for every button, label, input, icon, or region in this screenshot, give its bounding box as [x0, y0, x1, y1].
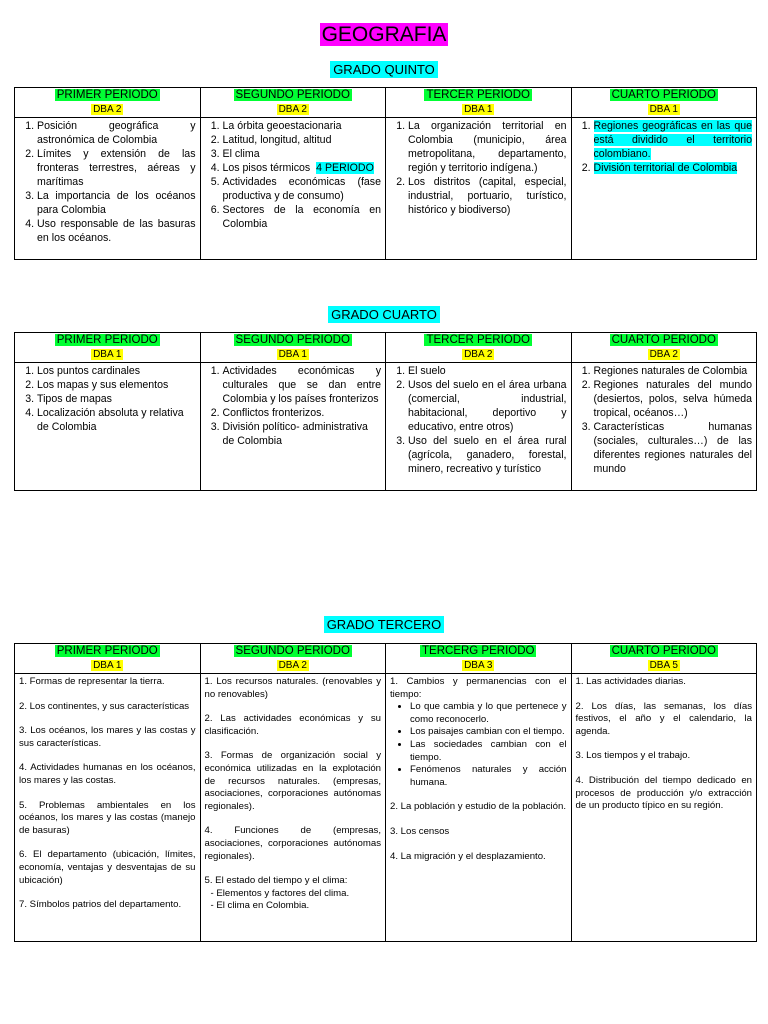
list-item: 2. La población y estudio de la población.	[390, 801, 567, 813]
list-item: 2. Usos del suelo en el área urbana (comercial, industrial, habitacional, deportivo y educativo, entre otros)	[408, 378, 567, 434]
list-item: 1. El suelo	[408, 364, 567, 378]
period-content	[15, 118, 201, 260]
list-item: 2. Los mapas y sus elementos	[37, 378, 196, 392]
bullet-item: • Lo que cambia y lo que pertenece y como reconocerlo.	[410, 701, 567, 726]
list-item: 3. Los censos	[390, 825, 450, 837]
list-item: 2. División territorial de Colombia	[594, 161, 753, 175]
list-item: 4. La migración y el desplazamiento.	[390, 850, 546, 862]
period-content	[200, 674, 386, 942]
list-item: 1. Cambios y permanencias con el tiempo:	[390, 676, 567, 700]
grade-title-cuarto: GRADO CUARTO	[0, 307, 768, 322]
sub-item: - El clima en Colombia.	[210, 900, 310, 912]
list-item: 3. Los océanos, los mares y las costas y sus características.	[19, 725, 196, 749]
table-grado-quinto	[14, 87, 757, 260]
list-item: 4. Uso responsable de las basuras en los océanos.	[37, 217, 196, 245]
period-header: PRIMER PERIODO DBA 2	[15, 88, 201, 118]
list-item: 4. Funciones de (empresas, asociaciones, corporaciones autónomas regionales).	[204, 825, 381, 862]
list-item: 5. Actividades económicas (fase productiva y de consumo)	[223, 175, 382, 203]
list-item: 5. Problemas ambientales en los océanos, los mares y las costas (manejo de basuras)	[19, 799, 196, 836]
list-item: 2. Las actividades económicas y su clasificación.	[204, 713, 381, 737]
list-item: 3. La importancia de los océanos para Colombia	[37, 189, 196, 217]
period-content	[386, 118, 572, 260]
list-item: 3. El clima	[223, 147, 382, 161]
period-header: PRIMER PERIODO DBA 1	[15, 333, 201, 363]
list-item: 1. Actividades económicas y culturales que se dan entre Colombia y los países fronterizos	[223, 364, 382, 406]
table-grado-cuarto	[14, 332, 757, 491]
period-header: TERCER PERIODO DBA 2	[386, 333, 572, 363]
list-item: 2. Los distritos (capital, especial, industrial, portuario, turístico, histórico y biodiverso)	[408, 175, 567, 217]
sub-item: - Elementos y factores del clima.	[210, 887, 350, 899]
period-content	[571, 674, 757, 942]
list-item: 3. Los tiempos y el trabajo.	[575, 750, 691, 762]
grade-title-tercero: GRADO TERCERO	[0, 617, 768, 632]
period-header: TERCER PERIODO DBA 1	[386, 88, 572, 118]
list-item: 2. Latitud, longitud, altitud	[223, 133, 382, 147]
period-content	[386, 363, 572, 491]
list-item: 4. Actividades humanas en los océanos, los mares y las costas.	[19, 762, 196, 786]
list-item: 2. Regiones naturales del mundo (desiertos, polos, selva húmeda tropical, océanos…)	[594, 378, 753, 420]
list-item: 1. Regiones naturales de Colombia	[594, 364, 753, 378]
list-item: 3. Tipos de mapas	[37, 392, 196, 406]
list-item: 1. Formas de representar la tierra.	[19, 676, 165, 687]
bullet-item: • Los paisajes cambian con el tiempo.	[410, 726, 567, 739]
list-item: 1. La órbita geoestacionaria	[223, 119, 382, 133]
period-content	[15, 674, 201, 942]
list-item: 1. La organización territorial en Colombia (municipio, área metropolitana, departamento, región y territorio indígena.)	[408, 119, 567, 175]
list-item: 1. Posición geográfica y astronómica de Colombia	[37, 119, 196, 147]
list-item: 3. Formas de organización social y económica utilizadas en la explotación de recursos naturales. (empresas, asociaciones, corporaciones autónomas regionales).	[204, 750, 381, 812]
list-item: 4. Los pisos térmicos 4 PERIODO	[223, 161, 382, 175]
period-tag: 4 PERIODO	[316, 162, 374, 174]
period-content	[15, 363, 201, 491]
period-header: TERCERG PERIODO DBA 3	[386, 644, 572, 674]
list-item: 3. Uso del suelo en el área rural (agrícola, ganadero, forestal, minero, recreativo y turístico	[408, 434, 567, 476]
table-grado-tercero	[14, 643, 757, 942]
period-header: SEGUNDO PERIODO DBA 2	[200, 644, 386, 674]
period-header: SEGUNDO PERIODO DBA 2	[200, 88, 386, 118]
list-item: 1. Los puntos cardinales	[37, 364, 196, 378]
period-header: CUARTO PERIODO DBA 5	[571, 644, 757, 674]
period-content	[571, 363, 757, 491]
list-item: 1. Las actividades diarias.	[575, 676, 686, 687]
list-item: 2. Límites y extensión de las fronteras terrestres, aéreas y marítimas	[37, 147, 196, 189]
period-content	[386, 674, 572, 942]
list-item: 3. División político- administrativa de Colombia	[223, 420, 382, 448]
period-content	[571, 118, 757, 260]
period-content	[200, 363, 386, 491]
list-item: 4. Distribución del tiempo dedicado en procesos de producción y/o extracción de un producto típico en su región.	[575, 774, 752, 812]
list-item: 1. Regiones geográficas en las que está dividido el territorio colombiano.	[594, 119, 753, 161]
list-item: 4. Localización absoluta y relativa de Colombia	[37, 406, 196, 434]
list-item: 2. Los días, las semanas, los días festivos, el año y el calendario, la agenda.	[575, 700, 752, 737]
list-item: 1. Los recursos naturales. (renovables y no renovables)	[204, 676, 381, 700]
list-item: 6. El departamento (ubicación, límites, economía, ventajas y desventajas de su ubicación)	[19, 849, 196, 886]
period-header: CUARTO PERIODO DBA 1	[571, 88, 757, 118]
list-item: 2. Los continentes, y sus características	[19, 700, 190, 712]
list-item: 6. Sectores de la economía en Colombia	[223, 203, 382, 231]
list-item: 5. El estado del tiempo y el clima:	[204, 875, 348, 887]
period-header: SEGUNDO PERIODO DBA 1	[200, 333, 386, 363]
period-header: CUARTO PERIODO DBA 2	[571, 333, 757, 363]
period-header: PRIMER PERIODO DBA 1	[15, 644, 201, 674]
period-content	[200, 118, 386, 260]
list-item: 2. Conflictos fronterizos.	[223, 406, 382, 420]
grade-title-quinto: GRADO QUINTO	[0, 62, 768, 77]
list-item: 3. Características humanas (sociales, culturales…) de las diferentes regiones naturales del mundo	[594, 420, 753, 476]
bullet-item: • Las sociedades cambian con el tiempo.	[410, 739, 567, 764]
bullet-item: • Fenómenos naturales y acción humana.	[410, 764, 567, 789]
page-title: GEOGRAFIA	[321, 23, 447, 46]
list-item: 7. Símbolos patrios del departamento.	[19, 899, 182, 911]
